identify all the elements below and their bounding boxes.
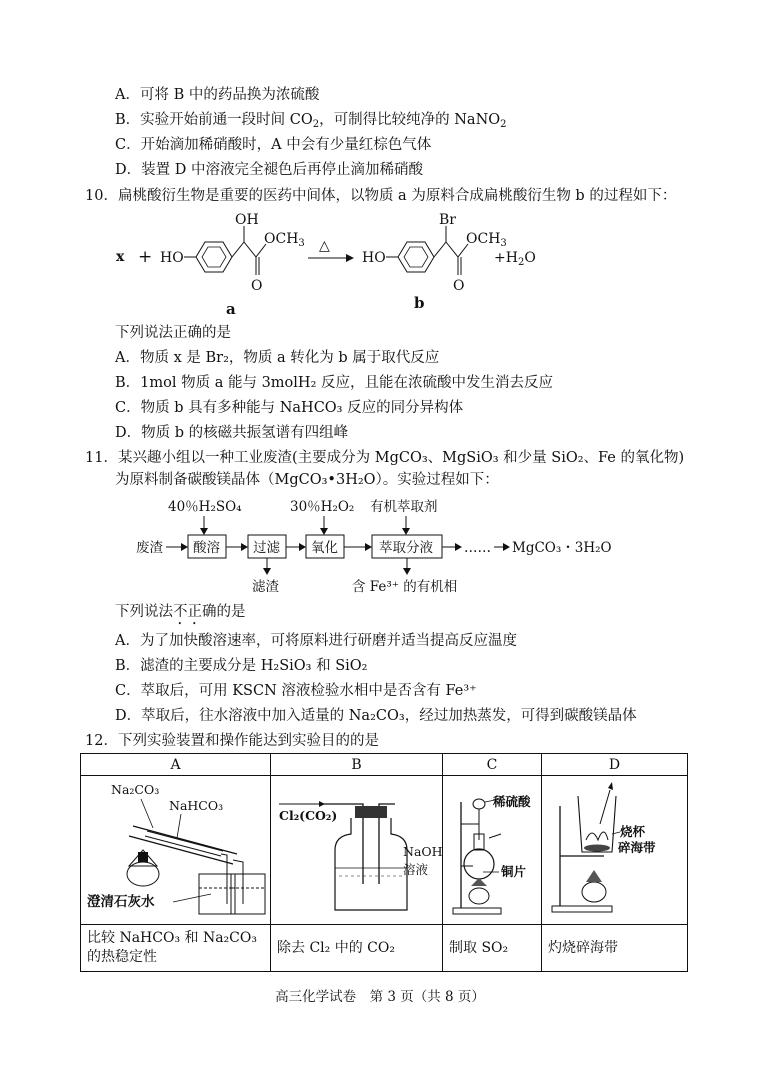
label-limewater: 澄清石灰水 bbox=[87, 894, 155, 910]
flow-dots: …… bbox=[464, 540, 491, 556]
label-cl2-co2: Cl₂(CO₂) bbox=[279, 808, 338, 823]
flow-box-oxidize: 氧化 bbox=[311, 540, 338, 556]
q10-option-d: D．物质 b 的核磁共振氢谱有四组峰 bbox=[115, 425, 349, 441]
header-d: D bbox=[542, 754, 688, 776]
q11-option-d: D．萃取后，往水溶液中加入适量的 Na₂CO₃，经过加热蒸发，可得到碳酸镁晶体 bbox=[115, 708, 637, 724]
flow-box-acid-dissolve: 酸溶 bbox=[193, 540, 220, 556]
label-beaker: 烧杯 bbox=[620, 824, 646, 839]
caption-a: 比较 NaHCO₃ 和 Na₂CO₃ 的热稳定性 bbox=[81, 925, 271, 972]
caption-b: 除去 Cl₂ 中的 CO₂ bbox=[271, 925, 443, 972]
label-nahco3: NaHCO₃ bbox=[169, 798, 224, 813]
b-ho-group: HO bbox=[362, 250, 386, 266]
flow-box-extract: 萃取分液 bbox=[379, 540, 433, 556]
apparatus-b bbox=[271, 776, 443, 925]
q9-option-a: A．可将 B 中的药品换为浓硫酸 bbox=[115, 87, 320, 103]
heat-condition: △ bbox=[319, 238, 330, 254]
label-solution: 溶液 bbox=[403, 862, 429, 877]
reagent-h2o2: 30％H₂O₂ bbox=[290, 499, 355, 515]
flow-start: 废渣 bbox=[136, 540, 163, 556]
label-naoh: NaOH bbox=[403, 844, 442, 859]
emphasis-not: 不正 bbox=[173, 604, 202, 620]
caption-c: 制取 SO₂ bbox=[443, 925, 542, 972]
q11-option-a: A．为了加快酸溶速率，可将原料进行研磨并适当提高反应温度 bbox=[115, 633, 517, 649]
label-copper: 铜片 bbox=[501, 864, 527, 879]
q11-prompt: 下列说法不正确的是 bbox=[115, 604, 246, 620]
q10-option-b: B．1mol 物质 a 能与 3molH₂ 反应，且能在浓硫酸中发生消去反应 bbox=[115, 375, 553, 391]
reagent-h2so4: 40％H₂SO₄ bbox=[168, 499, 242, 515]
b-ester-group: $OCH_3$ bbox=[466, 231, 507, 249]
q10-prompt: 下列说法正确的是 bbox=[115, 325, 231, 341]
flow-organic-phase: 含 Fe³⁺ 的有机相 bbox=[352, 579, 458, 595]
label-b: b bbox=[414, 294, 425, 312]
q12-apparatus-table bbox=[80, 753, 688, 972]
header-b: B bbox=[271, 754, 443, 776]
label-a: a bbox=[226, 300, 236, 318]
q9-option-d: D．装置 D 中溶液完全褪色后再停止滴加稀硝酸 bbox=[115, 162, 423, 178]
page-footer: 高三化学试卷 第 3 页（共 8 页） bbox=[275, 989, 485, 1005]
flow-box-filter: 过滤 bbox=[253, 540, 280, 556]
q11-stem-line1: 11．某兴趣小组以一种工业废渣(主要成分为 MgCO₃、MgSiO₃ 和少量 SiO₂、Fe 的氧化物) bbox=[85, 450, 685, 466]
label-kelp: 碎海带 bbox=[618, 840, 656, 855]
a-ester-group: $OCH_3$ bbox=[264, 231, 305, 249]
header-a: A bbox=[81, 754, 271, 776]
q10-reaction-scheme bbox=[110, 210, 570, 320]
a-oh-group: OH bbox=[235, 212, 259, 228]
flow-residue: 滤渣 bbox=[252, 579, 279, 595]
apparatus-c bbox=[443, 776, 542, 925]
svg-text:+: + bbox=[138, 247, 153, 267]
q10-stem: 10．扁桃酸衍生物是重要的医药中间体，以物质 a 为原料合成扁桃酸衍生物 b 的过程如下： bbox=[85, 188, 677, 204]
q9-option-b: B．实验开始前通一段时间 $CO_2$，可制得比较纯净的 NaNO$_2$ bbox=[115, 112, 507, 130]
q12-stem: 12．下列实验装置和操作能达到实验目的的是 bbox=[85, 733, 379, 749]
q11-option-c: C．萃取后，可用 KSCN 溶液检验水相中是否含有 Fe³⁺ bbox=[115, 683, 477, 699]
apparatus-a bbox=[81, 776, 271, 925]
a-ho-group: HO bbox=[160, 250, 184, 266]
water-product: $+H_2O$ bbox=[494, 250, 536, 268]
q11-flowchart bbox=[130, 494, 650, 596]
caption-d: 灼烧碎海带 bbox=[542, 925, 688, 972]
label-dilute-h2so4: 稀硫酸 bbox=[493, 794, 531, 809]
svg-text:O: O bbox=[453, 278, 465, 294]
q11-option-b: B．滤渣的主要成分是 H₂SiO₃ 和 SiO₂ bbox=[115, 658, 368, 674]
label-na2co3: Na₂CO₃ bbox=[111, 782, 160, 797]
q10-option-a: A．物质 x 是 Br₂，物质 a 转化为 b 属于取代反应 bbox=[115, 350, 440, 366]
q10-option-c: C．物质 b 具有多种能与 NaHCO₃ 反应的同分异构体 bbox=[115, 400, 464, 416]
flow-product: MgCO₃・3H₂O bbox=[512, 540, 612, 556]
reagent-x: x bbox=[116, 249, 125, 265]
q11-stem-line2: 为原料制备碳酸镁晶体（MgCO₃•3H₂O）。实验过程如下： bbox=[115, 472, 499, 488]
svg-text:O: O bbox=[251, 278, 263, 294]
b-br-group: Br bbox=[439, 212, 456, 228]
q9-option-c: C．开始滴加稀硝酸时，A 中会有少量红棕色气体 bbox=[115, 137, 432, 153]
reagent-extractant: 有机萃取剂 bbox=[370, 499, 438, 515]
header-c: C bbox=[443, 754, 542, 776]
apparatus-d bbox=[542, 776, 688, 925]
